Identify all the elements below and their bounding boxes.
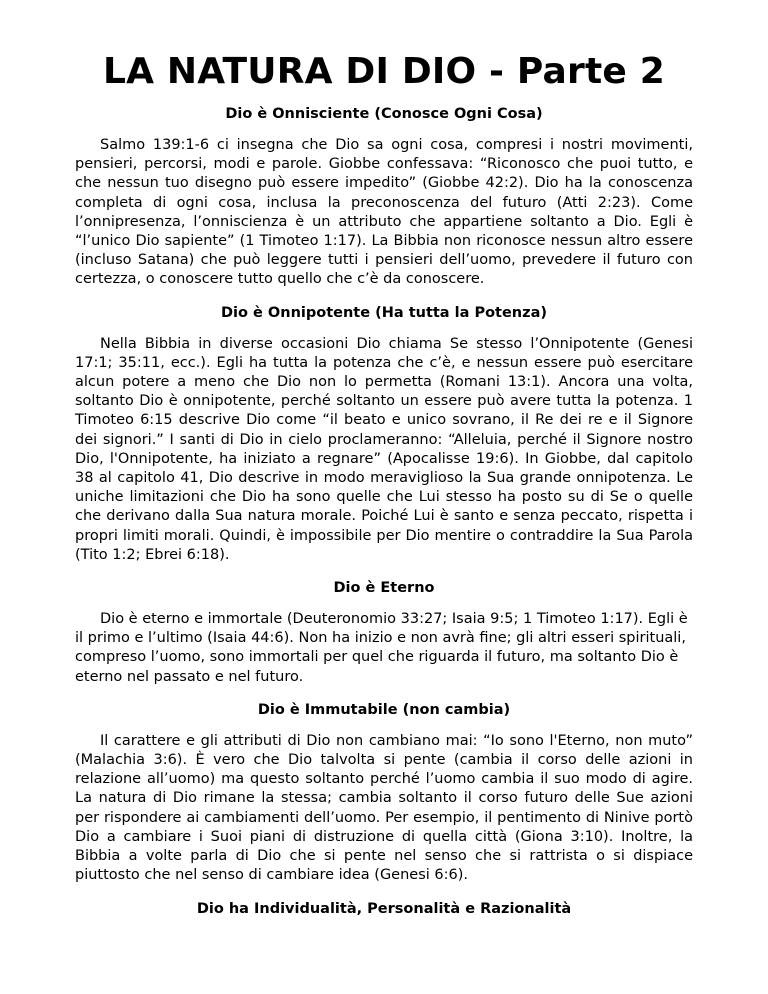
- document-title: LA NATURA DI DIO - Parte 2: [102, 51, 665, 92]
- document-page: [75, 50, 693, 919]
- section-heading-immutable: Dio è Immutabile (non cambia): [257, 701, 511, 718]
- section-body-eternal: Dio è eterno e immortale (Deuteronomio 33:27; Isaia 9:5; 1 Timoteo 1:17). Egli è il primo e l’ultimo (Isaia 44:6). Non ha inizio e non avrà fine; gli altri esseri spirituali, compreso l’uomo, sono immortali per quel che riguarda il futuro, ma soltanto Dio è eterno nel passato e nel futuro.: [75, 611, 688, 685]
- section-heading-eternal: Dio è Eterno: [333, 580, 435, 597]
- section-heading-omniscience: Dio è Onnisciente (Conosce Ogni Cosa): [225, 106, 543, 122]
- section-body-omniscience: Salmo 139:1-6 ci insegna che Dio sa ogni cosa, compresi i nostri movimenti, pensieri, percorsi, modi e parole. Giobbe confessava: “Riconosco che puoi tutto, e che nessun tuo disegno può essere impedito” (Giobbe 42:2). Dio ha la conoscenza completa di ogni cosa, inclusa la preconoscenza del futuro (Atti 2:23). Come l’onnipresenza, l’onniscienza è un attributo che appartiene soltanto a Dio. Egli è “l’unico Dio sapiente” (1 Timoteo 1:17). La Bibbia non riconosce nessun altro essere (incluso Satana) che può leggere tutti i pensieri dell’uomo, prevedere il futuro con certezza, o conoscere tutto quello che c’è da conoscere.: [75, 137, 693, 288]
- section-body-omnipotence: Nella Bibbia in diverse occasioni Dio chiama Se stesso l’Onnipotente (Genesi 17:1; 35:11, ecc.). Egli ha tutta la potenza che c’è, e nessun essere può esercitare alcun potere a meno che Dio non lo permetta (Romani 13:1). Ancora una volta, soltanto Dio è onnipotente, perché soltanto un essere può avere tutta la potenza. 1 Timoteo 6:15 descrive Dio come “il beato e unico sovrano, il Re dei re e il Signore dei signori.” I santi di Dio in cielo proclameranno: “Alleluia, perché il Signore nostro Dio, l'Onnipotente, ha iniziato a regnare” (Apocalisse 19:6). In Giobbe, dal capitolo 38 al capitolo 41, Dio descrive in modo meraviglioso la Sua grande onnipotenza. Le uniche limitazioni che Dio ha sono quelle che Lui stesso ha posto su di Se o quelle che derivano dalla Sua natura morale. Poiché Lui è santo e senza peccato, rispetta i propri limiti morali. Quindi, è impossibile per Dio mentire o contraddire la Sua Parola (Tito 1:2; Ebrei 6:18).: [75, 335, 693, 563]
- section-heading-omnipotence: Dio è Onnipotente (Ha tutta la Potenza): [221, 304, 547, 321]
- section-body-immutable: Il carattere e gli attributi di Dio non cambiano mai: “Io sono l'Eterno, non muto” (Malachia 3:6). È vero che Dio talvolta si pente (cambia il corso delle azioni in relazione all’uomo) ma questo soltanto perché l’uomo cambia il suo modo di agire. La natura di Dio rimane la stessa; cambia soltanto il corso futuro delle Sue azioni per rispondere ai cambiamenti dell’uomo. Per esempio, il pentimento di Ninive portò Dio a cambiare i Suoi piani di distruzione di quella città (Giona 3:10). Inoltre, la Bibbia a volte parla di Dio che si pente nel senso che si rattrista o si dispiace piuttosto che nel senso di cambiare idea (Genesi 6:6).: [75, 732, 693, 884]
- section-heading-individuality: Dio ha Individualità, Personalità e Razionalità: [196, 900, 572, 917]
